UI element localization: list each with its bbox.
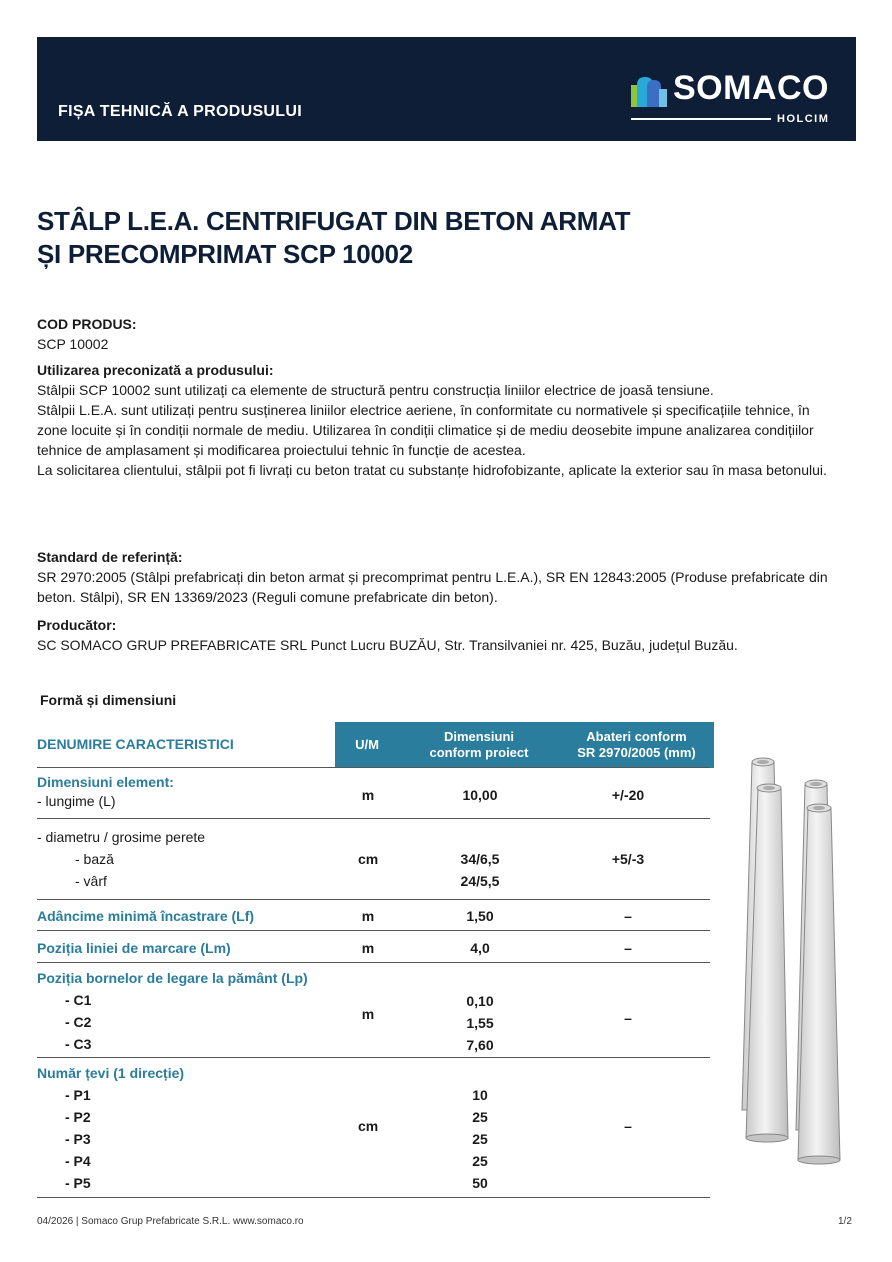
header-deviations [559,722,714,768]
product-title-line1: STÂLP L.E.A. CENTRIFUGAT DIN BETON ARMAT [37,206,631,236]
row-p1-label: - P1 [65,1087,91,1103]
row-p3-label: - P3 [65,1131,91,1147]
row-p2-label: - P2 [65,1109,91,1125]
row-p4-value: 25 [472,1153,488,1169]
standard-value: SR 2970:2005 (Stâlpi prefabricați din beton armat și precomprimat pentru L.E.A.), SR EN 12843:2005 (Produse prefabricate din beton. Stâlpi), SR EN 13369/2023 (Reguli comune prefabricate din beton). [37,569,828,605]
row-top-value: 24/5,5 [460,873,500,889]
product-title-line2: ȘI PRECOMPRIMAT SCP 10002 [37,239,413,269]
row-top-label: - vârf [75,873,107,889]
row-c1-value: 0,10 [466,993,494,1009]
row-c3-value: 7,60 [466,1037,494,1053]
row-ground-terminals-deviation: – [624,1010,632,1026]
producer-label: Producător: [37,617,117,633]
row-pipes-label: Număr țevi (1 direcție) [37,1065,185,1081]
row-diameter-deviation: +5/-3 [611,851,645,867]
row-depth-label: Adâncime minimă încastrare (Lf) [37,908,255,924]
row-base-label: - bază [75,851,114,867]
row-p2-value: 25 [472,1109,488,1125]
somaco-logo-icon [631,75,667,107]
row-divider [37,962,710,963]
row-divider [37,1197,710,1198]
header-um: U/M [335,722,399,768]
row-p5-label: - P5 [65,1175,91,1191]
poles-illustration [738,750,858,1170]
product-code-label: COD PRODUS: [37,316,137,332]
header-deviations-line1: Abateri conform [586,729,687,744]
row-divider [37,767,710,768]
row-ground-terminals-label: Poziția bornelor de legare la pământ (Lp) [37,970,308,986]
row-marking-deviation: – [624,940,632,956]
row-p5-value: 50 [472,1175,488,1191]
row-depth-um: m [361,908,375,924]
row-p1-value: 10 [472,1087,488,1103]
row-c1-label: - C1 [65,992,92,1008]
row-divider [37,1057,710,1058]
usage-paragraph-3: La solicitarea clientului, stâlpii pot fi livrați cu beton tratat cu substanțe hidrofobizante, aplicate la exterior sau în masa betonului. [37,462,827,478]
holcim-logo-text: HOLCIM [777,113,830,125]
somaco-logo [631,69,841,125]
producer-value: SC SOMACO GRUP PREFABRICATE SRL Punct Lucru BUZĂU, Str. Transilvaniei nr. 425, Buzău, județul Buzău. [37,637,738,653]
usage-paragraph-1: Stâlpii SCP 10002 sunt utilizați ca elemente de structură pentru construcția liniilor electrice de joasă tensiune. [37,382,714,398]
row-ground-terminals-um: m [361,1006,375,1022]
page-number: 1/2 [838,1216,852,1227]
product-title [37,205,797,271]
row-diameter-label: - diametru / grosime perete [37,829,206,845]
section-title: Formă și dimensiuni [40,692,177,708]
row-base-value: 34/6,5 [460,851,500,867]
header-dimensions-line2: conform proiect [429,745,529,760]
row-p3-value: 25 [472,1131,488,1147]
row-length-um: m [361,787,375,803]
product-code-value: SCP 10002 [37,336,109,352]
product-code-block [37,314,837,354]
producer-block [37,615,837,655]
standard-block [37,547,837,607]
row-marking-um: m [361,940,375,956]
row-pipes-um: cm [358,1118,379,1134]
usage-paragraph-2: Stâlpii L.E.A. sunt utilizați pentru susținerea liniilor electrice aeriene, în conformitate cu normativele și specificațiile tehnice, în zone locuite și în condiții normale de mediu. Utilizarea în condiții climatice și de mediu deosebite impune analizarea condițiilor tehnice de amplasament și modificarea proiectului tehnic în funcție de acestea. [37,402,814,458]
header-bar [37,37,856,141]
row-length-deviation: +/-20 [611,787,645,803]
row-divider [37,818,710,819]
header-title: FIȘA TEHNICĂ A PRODUSULUI [58,103,302,120]
usage-block [37,360,837,480]
row-marking-value: 4,0 [470,940,490,956]
header-name: DENUMIRE CARACTERISTICI [37,736,234,752]
row-length-value: 10,00 [462,787,498,803]
row-p4-label: - P4 [65,1153,91,1169]
row-c2-label: - C2 [65,1014,92,1030]
header-dimensions-line1: Dimensiuni [443,729,515,744]
row-depth-deviation: – [624,908,632,924]
header-deviations-line2: SR 2970/2005 (mm) [577,745,696,760]
row-depth-value: 1,50 [466,908,494,924]
row-length-label: - lungime (L) [37,793,116,809]
header-dimensions [399,722,559,768]
row-pipes-deviation: – [624,1118,632,1134]
row-divider [37,899,710,900]
footer-text: 04/2026 | Somaco Grup Prefabricate S.R.L. www.somaco.ro [37,1216,304,1227]
usage-label: Utilizarea preconizată a produsului: [37,362,274,378]
standard-label: Standard de referință: [37,549,183,565]
somaco-logo-text: SOMACO [673,69,829,107]
row-c2-value: 1,55 [466,1015,494,1031]
logo-divider [631,118,771,120]
row-diameter-um: cm [358,851,379,867]
row-divider [37,930,710,931]
row-marking-label: Poziția liniei de marcare (Lm) [37,940,231,956]
row-dim-element-title: Dimensiuni element: [37,774,174,790]
row-c3-label: - C3 [65,1036,92,1052]
